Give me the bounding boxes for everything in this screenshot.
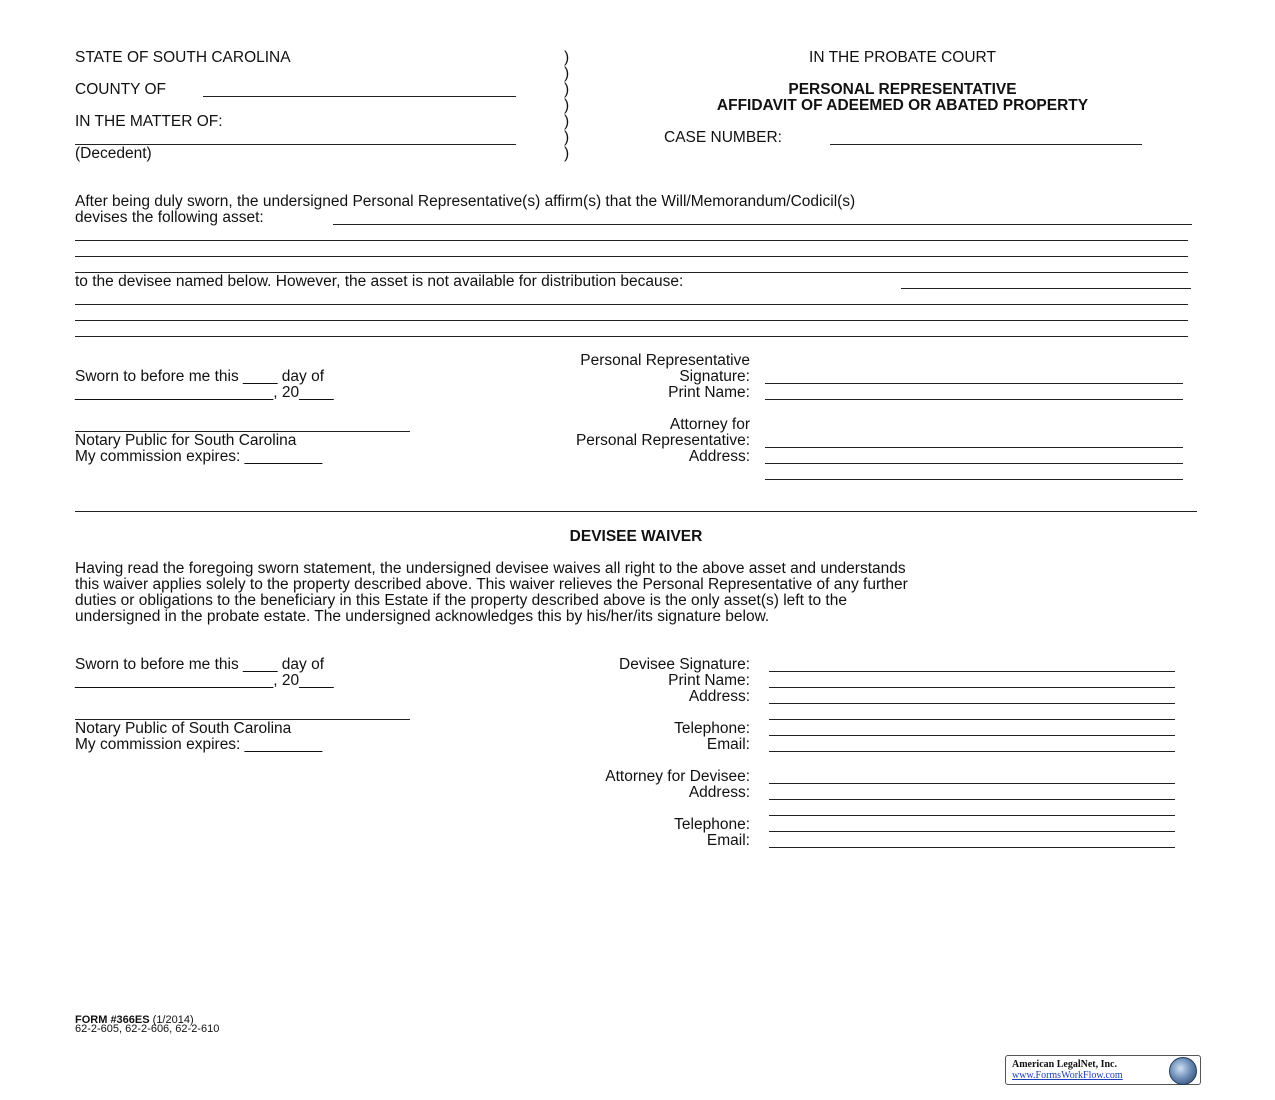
pr-notary-label: Notary Public for South Carolina [75,432,297,449]
attorney-name-field[interactable] [765,447,1183,448]
devisee-print-name-field[interactable] [769,687,1175,688]
caption-paren: ) [564,97,570,114]
devisee-address-field[interactable] [769,719,1175,720]
pr-sworn-year: _______________________, 20____ [75,384,334,401]
devisee-attorney-field[interactable] [769,783,1175,784]
american-legalnet-logo [1005,1055,1201,1085]
devisee-sworn-text: Sworn to before me this ____ day of [75,656,325,673]
attorney-for-label: Attorney for [669,416,750,433]
form-date: (1/2014) [152,1014,194,1026]
caption-paren: ) [564,65,570,82]
attorney-address-field[interactable] [765,479,1183,480]
asset-field[interactable] [75,256,1188,257]
form-title-line2: AFFIDAVIT OF ADEEMED OR ABATED PROPERTY [716,97,1089,114]
pr-print-name-field[interactable] [765,399,1183,400]
attorney-pr-label: Personal Representative: [575,432,750,449]
reason-field[interactable] [75,304,1188,305]
asset-field[interactable] [75,240,1188,241]
devisee-attorney-label: Attorney for Devisee: [605,768,750,785]
devisee-print-name-label: Print Name: [668,672,750,689]
devisee-attorney-email-label: Email: [706,832,750,849]
devisee-attorney-address-label: Address: [688,784,750,801]
county-field[interactable] [203,96,516,97]
devisee-commission-text: My commission expires: _________ [75,736,323,753]
caption-paren: ) [564,113,570,130]
pr-print-name-label: Print Name: [668,384,750,401]
court-heading: IN THE PROBATE COURT [809,49,996,66]
matter-label: IN THE MATTER OF: [75,113,223,130]
pr-commission-text: My commission expires: _________ [75,448,323,465]
form-title-line1: PERSONAL REPRESENTATIVE [788,81,1017,98]
form-number: FORM #366ES [75,1014,150,1026]
pr-heading: Personal Representative [580,352,750,369]
devisee-attorney-telephone-field[interactable] [769,831,1175,832]
devisee-email-label: Email: [706,736,750,753]
devisee-telephone-field[interactable] [769,735,1175,736]
affidavit-intro-line1: After being duly sworn, the undersigned Personal Representative(s) affirm(s) that the Will/Memorandum/Codicil(s) [75,193,856,210]
reason-field[interactable] [75,336,1188,337]
devisee-telephone-label: Telephone: [674,720,750,737]
case-number-label: CASE NUMBER: [664,129,782,146]
waiver-line3: duties or obligations to the beneficiary in this Estate if the property described above is the only asset(s) left to the [75,592,847,609]
devisee-address-field[interactable] [769,703,1175,704]
pr-sworn-text: Sworn to before me this ____ day of [75,368,325,385]
devisee-signature-field[interactable] [769,671,1175,672]
logo-company-name: American LegalNet, Inc. [1012,1059,1117,1070]
devisee-attorney-email-field[interactable] [769,847,1175,848]
reason-field[interactable] [75,320,1188,321]
devisee-email-field[interactable] [769,751,1175,752]
devisee-attorney-address-field[interactable] [769,799,1175,800]
reason-field[interactable] [901,288,1191,289]
devisee-attorney-address-field[interactable] [769,815,1175,816]
caption-paren: ) [564,81,570,98]
waiver-heading: DEVISEE WAIVER [569,528,703,545]
county-label: COUNTY OF [75,81,166,98]
attorney-address-label: Address: [688,448,750,465]
devisee-sworn-year: _______________________, 20____ [75,672,334,689]
devisee-address-label: Address: [688,688,750,705]
logo-website-link[interactable]: www.FormsWorkFlow.com [1012,1070,1123,1081]
caption-paren: ) [564,145,570,162]
globe-icon [1169,1057,1197,1085]
devisee-notary-label: Notary Public of South Carolina [75,720,292,737]
pr-signature-field[interactable] [765,383,1183,384]
caption-paren: ) [564,49,570,66]
caption-paren: ) [564,129,570,146]
waiver-line1: Having read the foregoing sworn statement, the undersigned devisee waives all right to the above asset and understands [75,560,906,577]
asset-field[interactable] [333,224,1192,225]
section-divider [75,511,1197,512]
decedent-label: (Decedent) [75,145,152,162]
pr-signature-label: Signature: [679,368,750,385]
devisee-signature-label: Devisee Signature: [619,656,750,673]
waiver-line4: undersigned in the probate estate. The undersigned acknowledges this by his/her/its signature below. [75,608,770,625]
attorney-address-field[interactable] [765,463,1183,464]
waiver-line2: this waiver applies solely to the property described above. This waiver relieves the Personal Representative of any further [75,576,908,593]
statute-references: 62-2-605, 62-2-606, 62-2-610 [75,1023,220,1035]
case-number-field[interactable] [830,144,1142,145]
affidavit-intro-line2: devises the following asset: [75,209,264,226]
state-heading: STATE OF SOUTH CAROLINA [75,49,291,66]
devisee-attorney-telephone-label: Telephone: [674,816,750,833]
reason-text: to the devisee named below. However, the asset is not available for distribution because: [75,273,684,290]
